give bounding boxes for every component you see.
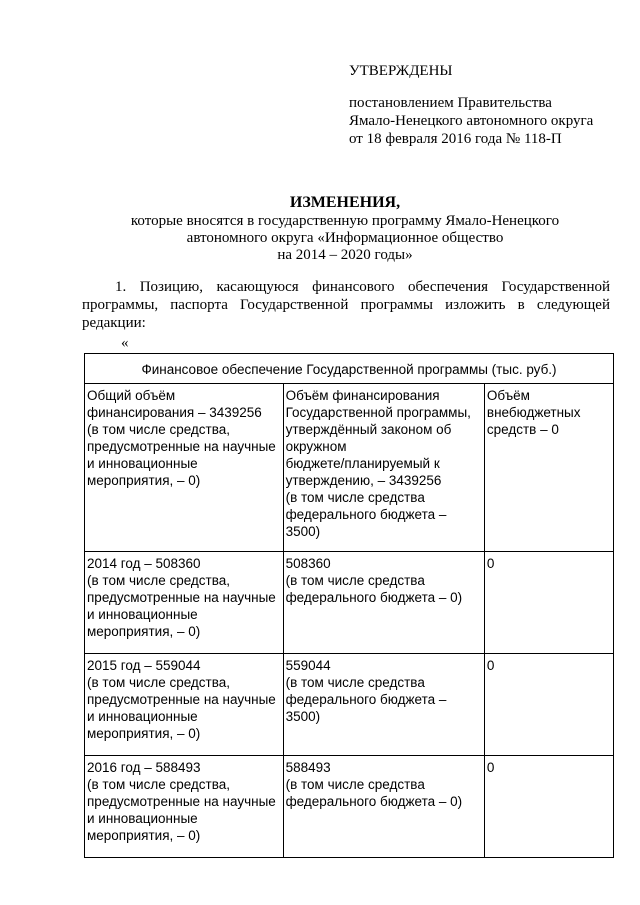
table-cell: 2015 год – 559044 (в том числе средства, предусмотренные на научные и инновационные мероприятия, – 0) [85,654,284,756]
approval-lines [349,94,593,148]
table-cell: 0 [484,552,613,654]
approval-line: от 18 февраля 2016 года № 118-П [349,131,562,147]
document-title: ИЗМЕНЕНИЯ, [289,194,401,211]
table-row [85,384,614,552]
approval-block [349,62,593,148]
table-header: Финансовое обеспечение Государственной программы (тыс. руб.) [85,354,614,384]
table-cell: Объём финансирования Государственной программы, утверждённый законом об окружном бюджете/планируемый к утверждению, – 3439256 (в том числе средства федерального бюджета – 3500) [283,384,484,552]
table-cell: 2016 год – 588493 (в том числе средства, предусмотренные на научные и инновационные мероприятия, – 0) [85,756,284,858]
quote-mark: « [121,335,129,351]
table-cell: 588493 (в том числе средства федерального бюджета – 0) [283,756,484,858]
approval-title: УТВЕРЖДЕНЫ [349,63,453,79]
heading-line: на 2014 – 2020 годы» [277,247,413,263]
table-row [85,756,614,858]
document-heading [80,194,610,264]
financing-table [84,353,614,858]
table-cell: 508360 (в том числе средства федерального бюджета – 0) [283,552,484,654]
table-row [85,552,614,654]
table-cell: Общий объём финансирования – 3439256 (в том числе средства, предусмотренные на научные и инновационные мероприятия, – 0) [85,384,284,552]
approval-line: постановлением Правительства [349,95,552,111]
table-cell: 0 [484,756,613,858]
table-header-row [85,354,614,384]
table-cell: 0 [484,654,613,756]
heading-line: которые вносятся в государственную программу Ямало-Ненецкого [130,213,560,229]
paragraph-1: 1. Позицию, касающуюся финансового обеспечения Государственной программы, паспорта Государственной программы изложить в следующей редакции: [82,279,610,331]
table-cell: 559044 (в том числе средства федерального бюджета – 3500) [283,654,484,756]
approval-line: Ямало-Ненецкого автономного округа [349,113,594,129]
table-cell: 2014 год – 508360 (в том числе средства, предусмотренные на научные и инновационные мероприятия, – 0) [85,552,284,654]
table-cell: Объём внебюджетных средств – 0 [484,384,613,552]
table-row [85,654,614,756]
heading-line: автономного округа «Информационное общество [186,230,504,246]
